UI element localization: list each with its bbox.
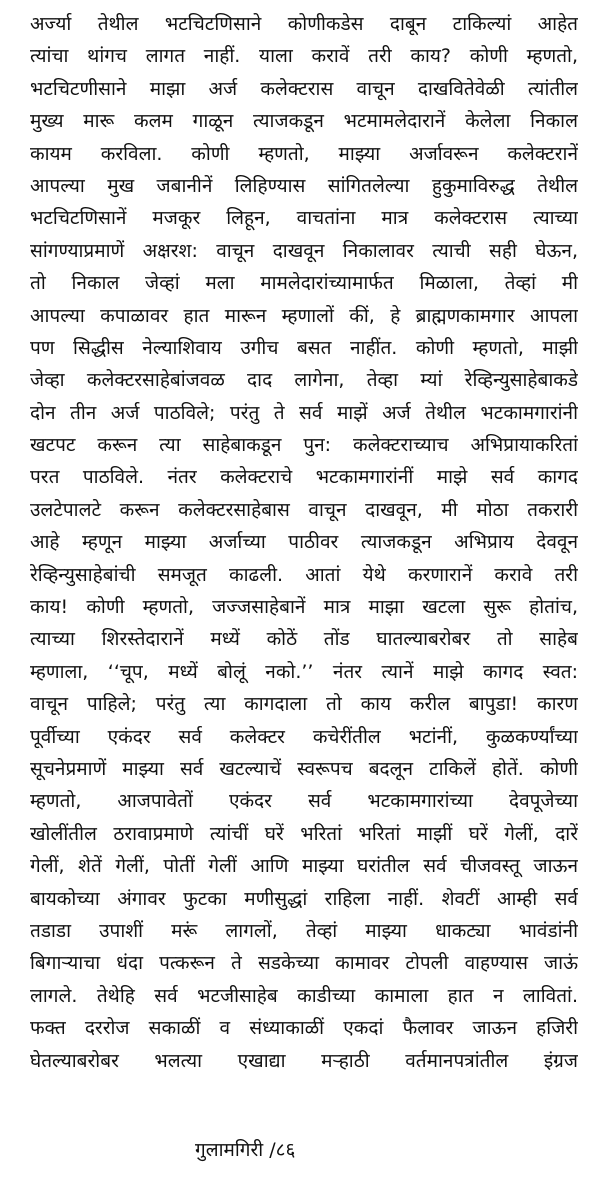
- text-line: रेव्हिन्युसाहेबांची समजूत काढली. आतां येथे करणारानें करावे तरी: [30, 563, 578, 586]
- text-line: मुख्य मारू कलम गाळून त्याजकडून भटमामलेदारानें केलेला निकाल: [30, 110, 578, 133]
- text-line: दोन तीन अर्ज पाठविले; परंतु ते सर्व माझें अर्ज तेथील भटकामगारांनी: [30, 401, 578, 424]
- text-line: सांगण्याप्रमाणें अक्षरश: वाचून दाखवून निकालावर त्याची सही घेऊन,: [30, 239, 578, 262]
- text-line: काय! कोणी म्हणतो, जज्जसाहेबानें मात्र माझा खटला सुरू होतांच,: [30, 596, 578, 619]
- text-line: सूचनेप्रमाणें माझ्या सर्व खटल्याचें स्वरूपच बदलून टाकिलें होतें. कोणी: [30, 757, 578, 780]
- text-line: म्हणतो, आजपावेतों एकंदर सर्व भटकामगारांच्या देवपूजेच्या: [30, 790, 578, 813]
- text-line: बिगाऱ्याचा धंदा पत्करून ते सडकेच्या कामावर टोपली वाहण्यास जाऊं: [30, 952, 578, 975]
- text-line: घेतल्याबरोबर भलत्या एखाद्या मऱ्हाठी वर्तमानपत्रांतील इंग्रज: [30, 1049, 578, 1072]
- body-text: [30, 8, 578, 1077]
- text-line: भटचिटणीसाने माझा अर्ज कलेक्टरास वाचून दाखवितेवेळी त्यांतील: [30, 77, 578, 100]
- text-line: आपल्या कपाळावर हात मारून म्हणालों कीं, हे ब्राह्मणकामगार आपला: [30, 304, 578, 327]
- text-line: भटचिटणिसानें मजकूर लिहून, वाचतांना मात्र कलेक्टरास त्याच्या: [30, 207, 578, 230]
- text-line: बायकोच्या अंगावर फुटका मणीसुद्धां राहिला नाहीं. शेवटीं आम्ही सर्व: [30, 887, 578, 910]
- text-line: परत पाठविले. नंतर कलेक्टराचे भटकामगारांनीं माझे सर्व कागद: [30, 466, 578, 489]
- text-line: उलटेपालटे करून कलेक्टरसाहेबास वाचून दाखवून, मी मोठा तकरारी: [30, 498, 578, 521]
- text-line: आपल्या मुख जबानीनें लिहिण्यास सांगितलेल्या हुकुमाविरुद्ध तेथील: [30, 174, 578, 197]
- text-line: पण सिद्धीस नेल्याशिवाय उगीच बसत नाहींत. कोणी म्हणतो, माझी: [30, 336, 578, 359]
- text-line: फक्त दररोज सकाळीं व संध्याकाळीं एकदां फैलावर जाऊन हजिरी: [30, 1017, 578, 1040]
- text-line: वाचून पाहिले; परंतु त्या कागदाला तो काय करील बापुडा! कारण: [30, 693, 578, 716]
- text-line: जेव्हा कलेक्टरसाहेबांजवळ दाद लागेना, तेव्हा म्यां रेव्हिन्युसाहेबाकडे: [30, 369, 578, 392]
- text-line: कायम करविला. कोणी म्हणतो, माझ्या अर्जावरून कलेक्टरानें: [30, 142, 578, 165]
- text-line: खटपट करून त्या साहेबाकडून पुन: कलेक्टराच्याच अभिप्रायाकरितां: [30, 434, 578, 457]
- page-footer: गुलामगिरी /८६: [195, 1139, 296, 1161]
- text-line: खोलींतील ठरावाप्रमाणे त्यांचीं घरें भरितां भरितां माझीं घरें गेलीं, दारें: [30, 822, 578, 845]
- text-line: त्याच्या शिरस्तेदारानें मध्यें कोठें तोंड घातल्याबरोबर तो साहेब: [30, 628, 578, 651]
- text-line: लागले. तेथेहि सर्व भटजीसाहेब काडीच्या कामाला हात न लावितां.: [30, 984, 578, 1007]
- text-line: त्यांचा थांगच लागत नाहीं. याला करावें तरी काय? कोणी म्हणतो,: [30, 45, 578, 68]
- text-line: अर्ज्या तेथील भटचिटणिसाने कोणीकडेस दाबून टाकिल्यां आहेत: [30, 13, 578, 35]
- text-line: तो निकाल जेव्हां मला मामलेदारांच्यामार्फत मिळाला, तेव्हां मी: [30, 272, 578, 295]
- text-line: म्हणाला, ‘‘चूप, मध्यें बोलूं नको.’’ नंतर त्यानें माझे कागद स्वत:: [30, 660, 578, 683]
- text-line: पूर्वीच्या एकंदर सर्व कलेक्टर कचेरींतील भटांनीं, कुळकर्ण्यांच्या: [30, 725, 578, 748]
- text-line: तडाडा उपाशीं मरूं लागलों, तेव्हां माझ्या धाकट्या भावंडांनी: [30, 919, 578, 942]
- text-line: गेलीं, शेतें गेलीं, पोतीं गेलीं आणि माझ्या घरांतील सर्व चीजवस्तू जाऊन: [30, 855, 578, 878]
- text-line: आहे म्हणून माझ्या अर्जाच्या पाठीवर त्याजकडून अभिप्राय देववून: [30, 531, 578, 554]
